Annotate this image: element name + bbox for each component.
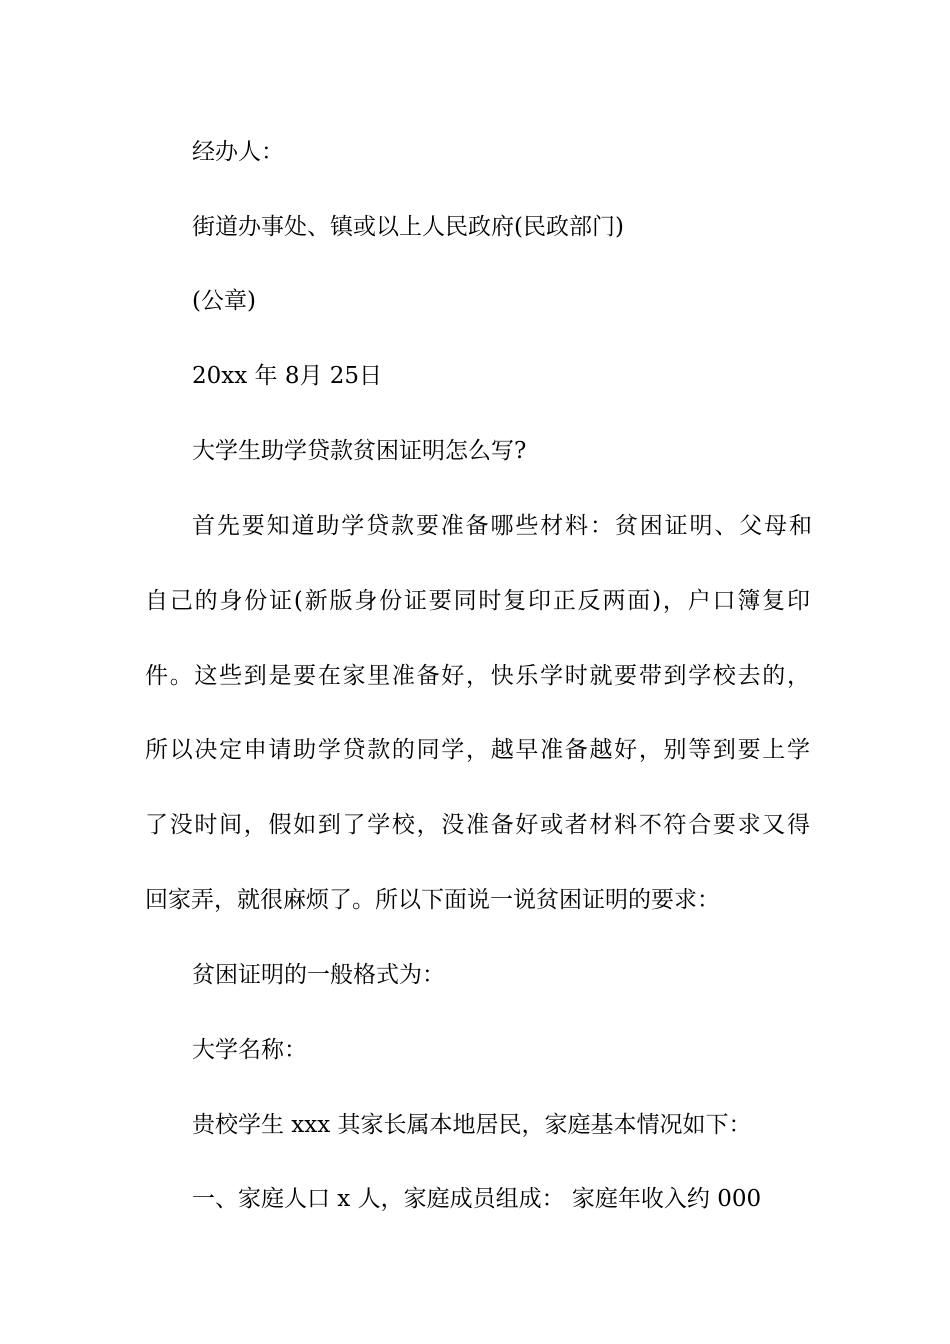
format-intro: 贫困证明的一般格式为：	[192, 962, 445, 988]
paragraph-line: 所以决定申请助学贷款的同学，越早准备越好，别等到要上学	[145, 737, 810, 763]
section-heading: 大学生助学贷款贫困证明怎么写?	[192, 438, 527, 464]
family-info-line: 一、家庭人口 x 人，家庭成员组成： 家庭年收入约 000	[192, 1186, 762, 1212]
handler-label: 经办人：	[192, 139, 284, 165]
official-seal-label: (公章)	[192, 288, 256, 314]
issuing-authority: 街道办事处、镇或以上人民政府(民政部门)	[192, 214, 624, 240]
paragraph-line: 回家弄，就很麻烦了。所以下面说一说贫困证明的要求：	[145, 887, 720, 913]
paragraph-line: 件。这些到是要在家里准备好，快乐学时就要带到学校去的，	[145, 663, 810, 689]
date-line: 20xx 年 8月 25日	[192, 363, 383, 389]
university-name-label: 大学名称：	[192, 1037, 307, 1063]
paragraph-line: 了没时间，假如到了学校，没准备好或者材料不符合要求又得	[145, 812, 810, 838]
paragraph-line: 自己的身份证(新版身份证要同时复印正反两面)，户口簿复印	[145, 588, 810, 614]
paragraph-line: 首先要知道助学贷款要准备哪些材料：贫困证明、父母和	[192, 513, 812, 539]
student-statement: 贵校学生 xxx 其家长属本地居民，家庭基本情况如下：	[192, 1112, 752, 1138]
